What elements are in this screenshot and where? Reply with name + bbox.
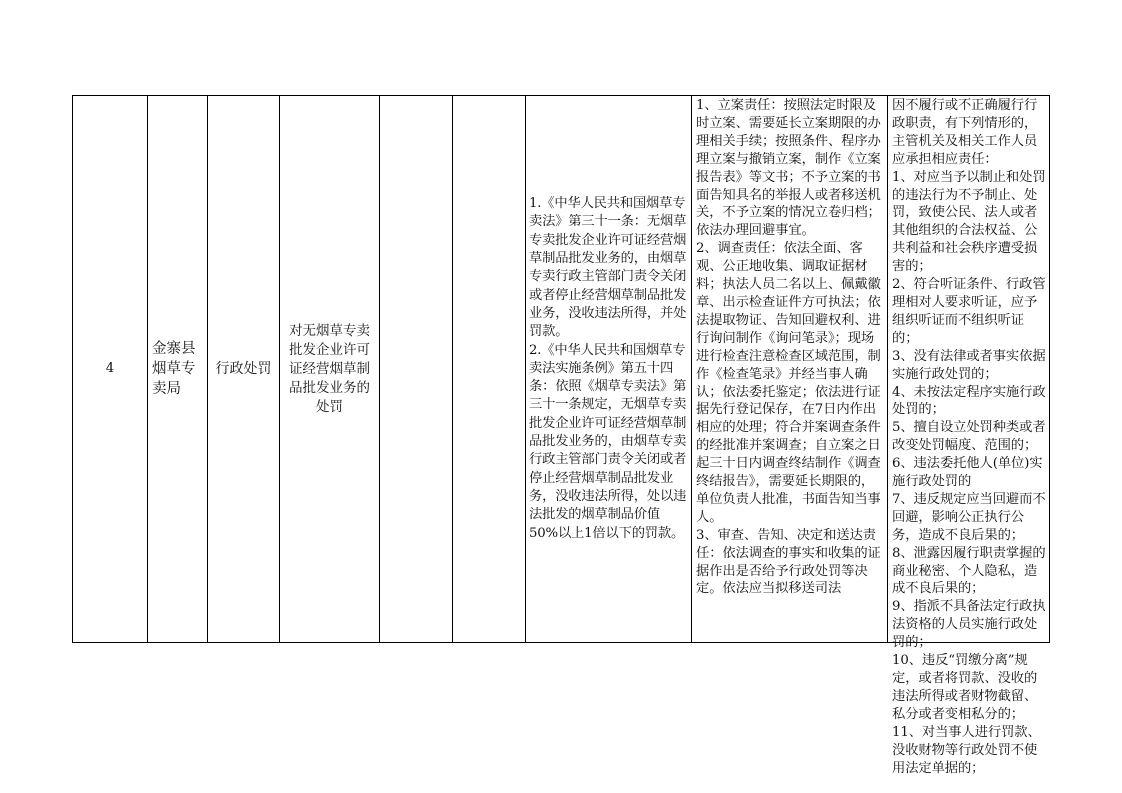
authority-name: 金寨县烟草专卖局: [152, 341, 196, 397]
category-label: 行政处罚: [215, 360, 272, 377]
cell-authority: [147, 96, 207, 642]
cell-basis: [525, 96, 691, 642]
cell-item-name: [279, 96, 379, 642]
cell-empty: [452, 96, 525, 642]
row-number: 4: [105, 360, 115, 376]
cell-sub-item: [379, 96, 452, 642]
responsibility-text: 1、立案责任：按照法定时限及时立案、需要延长立案期限的办理相关手续；按照条件、程序办理立案与撤销立案，制作《立案报告表》等文书；不予立案的书面告知具名的举报人或者移送机关，不予立案的情况立卷归档； 依法办理回避事宜。 2、调查责任：依法全面、客观、公正地收集、调取证据材料；执法人员二名以上、佩戴徽章、出示检查证件方可执法；依法提取物证、告知回避权利、进行询问制作《询问笔录》；现场进行检查注意检查区域范围，制作《检查笔录》并经当事人确认；依法委托鉴定；依法进行证据先行登记保存，在7日内作出相应的处理；符合并案调查条件的经批准并案调查；自立案之日起三十日内调查终结制作《调查终结报告》，需要延长期限的，单位负责人批准，书面告知当事人。 3、审查、告知、决定和送达责任：依法调查的事实和收集的证据作出是否给予行政处罚等决定。依法应当拟移送司法: [696, 98, 881, 597]
legal-basis: 1.《中华人民共和国烟草专卖法》第三十一条：无烟草专卖批发企业许可证经营烟草制品批发业务的，由烟草专卖行政主管部门责令关闭或者停止经营烟草制品批发业务，没收违法所得，并处罚款。 2.《中华人民共和国烟草专卖法实施条例》第五十四条：依照《烟草专卖法》第三十一条规定，无烟草专卖批发企业许可证经营烟草制品批发业务的，由烟草专卖行政主管部门责令关闭或者停止经营烟草制品批发业务，没收违法所得，处以违法批发的烟草制品价值50%以上1倍以下的罚款。: [529, 196, 687, 541]
cell-category: [207, 96, 279, 642]
responsibility-table: [72, 95, 1050, 776]
cell-responsibility: [691, 96, 887, 642]
cell-accountability: [887, 96, 1051, 776]
cell-number: [73, 96, 147, 642]
accountability-text: 因不履行或不正确履行行政职责，有下列情形的，主管机关及相关工作人员应承担相应责任： 1、对应当予以制止和处罚的违法行为不予制止、处罚，致使公民、法人或者其他组织的合法权益、公共利益和社会秩序遭受损害的； 2、符合听证条件、行政管理相对人要求听证，应予组织听证而不组织听证的； 3、没有法律或者事实依据实施行政处罚的； 4、未按法定程序实施行政处罚的； 5、擅自设立处罚种类或者改变处罚幅度、范围的； 6、违法委托他人(单位)实施行政处罚的 7、违反规定应当回避而不回避，影响公正执行公务，造成不良后果的； 8、泄露因履行职责掌握的商业秘密、个人隐私，造成不良后果的； 9、指派不具备法定行政执法资格的人员实施行政处罚的； 10、违反“罚缴分离”规定，或者将罚款、没收的违法所得或者财物截留、私分或者变相私分的； 11、对当事人进行罚款、没收财物等行政处罚不使用法定单据的；: [892, 98, 1046, 776]
item-name: 对无烟草专卖批发企业许可证经营烟草制品批发业务的处罚: [289, 322, 370, 415]
